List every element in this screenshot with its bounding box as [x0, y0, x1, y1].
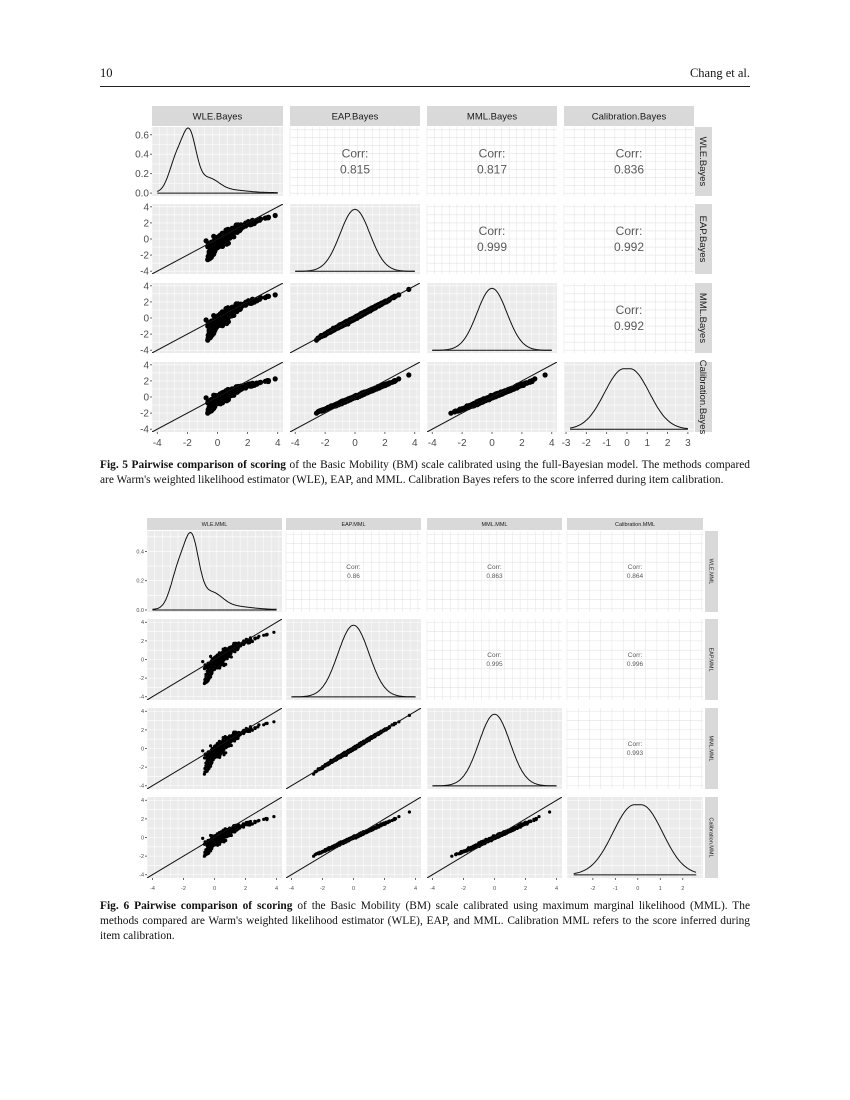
y-tick-label: -2	[140, 329, 149, 341]
x-tick-label: 1	[644, 438, 651, 449]
data-point	[225, 227, 230, 232]
data-point	[204, 395, 209, 400]
corr-label: Corr:	[346, 564, 361, 572]
density-panel	[147, 531, 282, 612]
fig6-pairs-matrix	[136, 518, 718, 892]
data-point	[406, 372, 411, 377]
y-tick-label: 0	[143, 313, 149, 325]
x-tick-label: -2	[581, 438, 591, 449]
x-tick-label: -1	[602, 438, 612, 449]
correlation-panel	[564, 283, 694, 353]
data-point	[265, 294, 270, 299]
panel-background	[152, 127, 283, 196]
x-tick-label: 0	[214, 438, 221, 449]
y-tick-label: 0.0	[135, 188, 149, 200]
correlation-panel	[427, 127, 557, 196]
y-tick-label: 4	[143, 281, 149, 293]
correlation-panel	[564, 204, 694, 274]
density-panel	[427, 283, 557, 353]
data-point	[265, 378, 270, 383]
data-point	[205, 257, 210, 262]
row-label: MML.MML	[707, 735, 714, 762]
y-tick-label: 0.6	[135, 130, 149, 142]
data-point	[387, 380, 392, 385]
column-label: Calibration.MML	[614, 521, 656, 528]
corr-value: 0.999	[476, 240, 508, 254]
data-point	[273, 292, 278, 297]
corr-value: 0.992	[613, 240, 645, 254]
x-tick-label: 0	[352, 438, 358, 449]
density-panel	[564, 362, 694, 432]
row-label: WLE.MML	[707, 558, 714, 585]
column-label: EAP.MML	[341, 521, 366, 528]
x-tick-label: 0	[489, 438, 495, 449]
corr-value: 0.863	[486, 573, 503, 580]
corr-label: Corr:	[487, 564, 502, 572]
x-tick-label: 4	[274, 438, 281, 449]
y-tick-label: -4	[140, 345, 149, 357]
scatter-panel	[152, 362, 309, 432]
column-label: MML.Bayes	[466, 111, 518, 123]
x-tick-label: 4	[411, 438, 418, 449]
data-point	[314, 411, 319, 416]
row-label: EAP.MML	[707, 647, 714, 672]
fig5-pairs-matrix	[135, 106, 712, 449]
data-point	[458, 408, 463, 413]
y-tick-label: 0.2	[136, 578, 144, 585]
page-number: 10	[100, 66, 113, 80]
data-point	[225, 305, 230, 310]
corr-value: 0.836	[613, 162, 645, 177]
y-tick-label: 0	[143, 234, 149, 246]
data-point	[392, 378, 397, 383]
x-tick-label: 2	[244, 438, 251, 449]
data-point	[209, 327, 214, 332]
data-point	[223, 318, 228, 323]
corr-label: Corr:	[478, 223, 506, 238]
correlation-panel	[427, 531, 562, 612]
data-point	[209, 403, 214, 408]
correlation-panel	[427, 204, 557, 274]
data-point	[211, 313, 216, 318]
x-tick-label: -4	[427, 438, 437, 449]
y-tick-label: -4	[140, 266, 149, 278]
corr-label: Corr:	[627, 564, 643, 572]
x-tick-label: -2	[457, 438, 467, 449]
panel-background	[147, 531, 282, 612]
data-point	[201, 660, 204, 663]
x-tick-label: -2	[320, 438, 330, 449]
column-label: Calibration.Bayes	[591, 111, 667, 123]
row-label: Calibration.Bayes	[697, 359, 709, 435]
scatter-panel	[152, 283, 309, 353]
x-tick-label: 2	[664, 438, 671, 449]
scatter-panel	[427, 362, 557, 432]
data-point	[448, 411, 453, 416]
corr-value: 0.86	[347, 573, 360, 580]
data-point	[204, 317, 209, 322]
scatter-panel	[290, 362, 420, 432]
data-point	[205, 338, 210, 343]
data-point	[321, 408, 326, 413]
x-tick-label: 0	[624, 438, 630, 449]
x-tick-label: 2	[519, 438, 525, 449]
correlation-panel	[564, 127, 694, 196]
corr-label: Corr:	[615, 223, 643, 238]
corr-label: Corr:	[478, 146, 506, 161]
y-tick-label: 2	[143, 297, 149, 309]
y-tick-label: -2	[140, 250, 149, 262]
y-tick-label: -2	[140, 408, 149, 420]
correlation-panel	[286, 531, 421, 612]
scatter-panel	[152, 204, 309, 274]
data-point	[543, 372, 548, 377]
corr-value: 0.817	[476, 162, 508, 177]
y-tick-label: 2	[143, 376, 149, 388]
corr-value: 0.992	[613, 319, 645, 333]
data-point	[265, 215, 270, 220]
column-label: WLE.Bayes	[192, 111, 243, 123]
row-label: EAP.Bayes	[697, 215, 709, 263]
density-panel	[152, 127, 283, 196]
corr-label: Corr:	[615, 302, 643, 317]
column-label: EAP.Bayes	[331, 111, 379, 123]
corr-label: Corr:	[615, 146, 643, 161]
data-point	[257, 297, 262, 302]
correlation-panel	[290, 127, 420, 196]
y-tick-label: 4	[143, 360, 149, 372]
data-point	[257, 380, 262, 385]
corr-value: 0.864	[626, 573, 644, 580]
x-tick-label: 4	[548, 438, 555, 449]
density-panel	[290, 204, 420, 274]
row-label: WLE.Bayes	[697, 136, 709, 187]
row-label: MML.Bayes	[697, 292, 709, 344]
column-label: MML.MML	[481, 521, 508, 528]
data-point	[238, 387, 243, 392]
data-point	[204, 238, 209, 243]
x-tick-label: 2	[382, 438, 388, 449]
column-label: WLE.MML	[201, 521, 228, 528]
data-point	[530, 378, 535, 383]
y-tick-label: 0.4	[136, 549, 144, 556]
y-tick-label: 2	[143, 218, 149, 230]
data-point	[246, 382, 251, 387]
scatter-panel	[290, 283, 420, 353]
data-point	[205, 411, 210, 416]
running-head: Chang et al.	[689, 66, 750, 80]
x-tick-label: -4	[152, 438, 162, 449]
data-point	[209, 248, 214, 253]
data-point	[273, 213, 278, 218]
x-tick-label: -3	[561, 438, 571, 449]
y-tick-label: 0.4	[135, 149, 149, 161]
corr-value: 0.815	[339, 162, 371, 177]
row-label: Calibration.MML	[707, 817, 714, 858]
corr-label: Corr:	[341, 146, 369, 161]
y-tick-label: -4	[140, 424, 149, 436]
x-tick-label: -4	[290, 438, 300, 449]
correlation-panel	[567, 531, 703, 612]
x-tick-label: -2	[182, 438, 192, 449]
y-tick-label: 0.0	[136, 607, 144, 614]
y-tick-label: 0	[143, 392, 149, 404]
y-tick-label: 4	[143, 202, 149, 214]
scatter-panel	[147, 619, 308, 700]
y-tick-label: 0.2	[135, 169, 149, 181]
data-point	[257, 218, 262, 223]
x-tick-label: 3	[685, 438, 691, 449]
data-point	[211, 234, 216, 239]
data-point	[273, 376, 278, 381]
data-point	[524, 380, 529, 385]
